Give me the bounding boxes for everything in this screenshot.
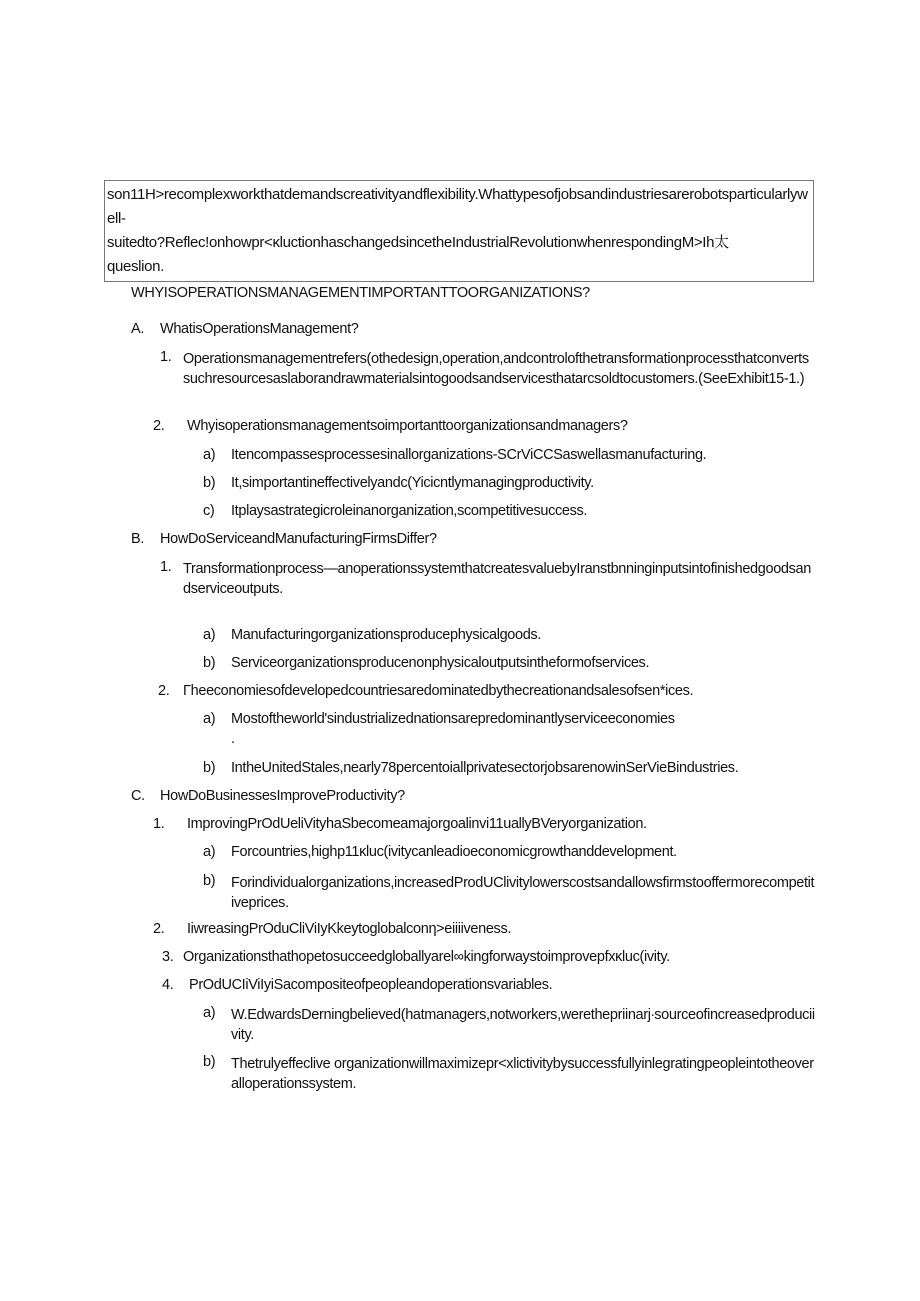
excerpt-line-1: son11H>recomplexworkthatdemandscreativityandflexibility.Whattypesofjobsandindustriesarerobotsparticularlywell- xyxy=(107,186,808,227)
c-item-3-num: 3. xyxy=(162,949,174,965)
b2-sub-a-label: a) xyxy=(203,711,216,727)
b-item-2-num: 2. xyxy=(158,683,170,699)
section-heading: WHYISOPERATIONSMANAGEMENTIMPORTANTTOORGANIZATIONS? xyxy=(131,285,590,301)
section-a-label: A. xyxy=(131,321,144,337)
a-item-2-text: Whyisoperationsmanagementsoimportanttoorganizationsandmanagers? xyxy=(187,418,628,434)
c-item-2-text: IiwreasingPrOduCliViIyKkeytoglobalconη>eiiiiveness. xyxy=(187,921,512,937)
a2-sub-c-label: c) xyxy=(203,503,215,519)
c4-sub-b-text: Thetrulyeffeclive organizationwillmaximizepr<xlictivitybysuccessfullyinlegratingpeopleintotheoveralloperationssystem. xyxy=(231,1056,814,1092)
b2-sub-a-text: Mostoftheworld'sindustrializednationsarepredominantlyserviceeconomies xyxy=(231,711,675,727)
c1-sub-b-label: b) xyxy=(203,873,216,889)
b2-sub-a-continuation: . xyxy=(231,731,235,747)
b1-sub-a-text: Manufacturingorganizationsproducephysicalgoods. xyxy=(231,627,542,643)
c4-sub-a-text: W.EdwardsDerningbelieved(hatmanagers,notworkers,werethepriinarj∙sourceofincreasedproduciivity. xyxy=(231,1007,815,1043)
c-item-1-text: ImprovingPrOdUeliVityhaSbecomeamajorgoalinvi11uallyBVeryorganization. xyxy=(187,816,647,832)
a2-sub-c-text: Itplaysastrategicroleinanorganization,scompetitivesuccess. xyxy=(231,503,588,519)
excerpt-line-3: queslion. xyxy=(107,258,164,275)
c1-sub-a-label: a) xyxy=(203,844,216,860)
c-item-4-text: PrOdUCIiViIyiSacompositeofpeopleandoperationsvariables. xyxy=(189,977,553,993)
c-item-3-text: Organizationsthathopetosucceedgloballyarel∞kingforwaystoimprovepfxκluc(ivity. xyxy=(183,949,670,965)
section-a-title: WhatisOperationsManagement? xyxy=(160,321,359,337)
b1-sub-a-label: a) xyxy=(203,627,216,643)
b-item-1-num: 1. xyxy=(160,559,172,575)
c1-sub-a-text: Forcountries,highp11κluc(ivitycanleadioeconomicgrowthanddevelopment. xyxy=(231,844,677,860)
section-c-title: HowDoBusinessesImproveProductivity? xyxy=(160,788,405,804)
a2-sub-b-label: b) xyxy=(203,475,216,491)
a-item-2-num: 2. xyxy=(153,418,165,434)
section-b-label: B. xyxy=(131,531,144,547)
c-item-4-num: 4. xyxy=(162,977,174,993)
a2-sub-b-text: It,simportantineffectivelyandc(Yicicntlymanagingproductivity. xyxy=(231,475,594,491)
a2-sub-a-text: Itencompassesprocessesinallorganizations-SCrViCCSaswellasmanufacturing. xyxy=(231,447,707,463)
c-item-1-num: 1. xyxy=(153,816,165,832)
excerpt-box xyxy=(104,180,814,282)
excerpt-line-2: suitedto?Reflec!onhowpr<κluctionhaschangedsincetheIndustrialRevolutionwhenrespondingM>Ih太 xyxy=(107,234,729,251)
c4-sub-b-label: b) xyxy=(203,1054,216,1070)
b1-sub-b-label: b) xyxy=(203,655,216,671)
section-c-label: C. xyxy=(131,788,145,804)
c-item-2-num: 2. xyxy=(153,921,165,937)
a-item-1-text: Operationsmanagementrefers(othedesign,operation,andcontrolofthetransformationprocessthatconvertssuchresourcesaslaborandrawmaterialsintogoodsandservicesthatarcsoldtocustomers.(SeeExhibit15-1.) xyxy=(183,351,809,387)
c4-sub-a-label: a) xyxy=(203,1005,216,1021)
c1-sub-b-text: Forindividualorganizations,increasedProdUClivitylowerscostsandallowsfirmstooffermorecompetitiveprices. xyxy=(231,875,815,911)
b1-sub-b-text: Serviceorganizationsproducenonphysicaloutputsintheformofservices. xyxy=(231,655,650,671)
a-item-1-num: 1. xyxy=(160,349,172,365)
b2-sub-b-label: b) xyxy=(203,760,216,776)
b2-sub-b-text: IntheUnitedStales,nearly78percentoiallprivatesectorjobsarenowinSerVieBindustries. xyxy=(231,760,739,776)
b-item-1-text: Transformationprocess—anoperationssystemthatcreatesvaluebyIranstbnninginputsintofinishedgoodsandserviceoutputs. xyxy=(183,561,811,597)
b-item-2-text: Γheeconomiesofdevelopedcountriesaredominatedbythecreationandsalesofsen*ices. xyxy=(183,683,694,699)
section-b-title: HowDoServiceandManufacturingFirmsDiffer? xyxy=(160,531,437,547)
a2-sub-a-label: a) xyxy=(203,447,216,463)
